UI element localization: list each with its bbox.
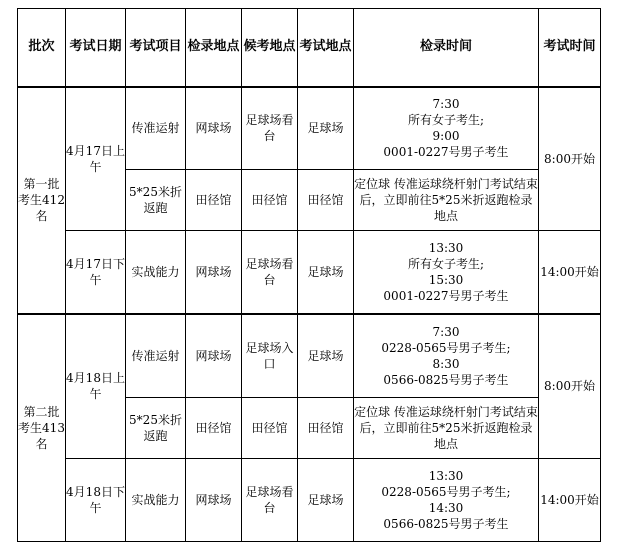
batch1-row3-wait: 足球场看台 [242, 231, 298, 314]
batch1-exam-time-pm: 14:00开始 [539, 231, 601, 314]
time-line: 9:00 [432, 129, 460, 144]
header-exam-place: 考试地点 [298, 9, 354, 87]
batch1-row3-exam: 足球场 [298, 231, 354, 314]
batch2-row1-check: 网球场 [186, 314, 242, 397]
batch2-row2-item: 5*25米折返跑 [126, 397, 186, 458]
batch1-row1-wait: 足球场看台 [242, 87, 298, 170]
time-line: 13:30 [428, 241, 464, 256]
batch1-date-am: 4月17日上午 [66, 87, 126, 231]
time-line: 15:30 [428, 273, 464, 288]
header-row [18, 9, 601, 87]
batch2-row3-check: 网球场 [186, 458, 242, 541]
batch2-row1-item: 传准运射 [126, 314, 186, 397]
batch2-row3-item: 实战能力 [126, 458, 186, 541]
header-batch: 批次 [18, 9, 66, 87]
header-check-place: 检录地点 [186, 9, 242, 87]
table-row [18, 458, 601, 541]
batch1-row2-exam: 田径馆 [298, 170, 354, 231]
header-item: 考试项目 [126, 9, 186, 87]
time-line: 所有女子考生; [407, 257, 485, 272]
batch2-name: 第二批考生413名 [18, 314, 66, 542]
batch2-row1-wait: 足球场入口 [242, 314, 298, 397]
batch1-row2-wait: 田径馆 [242, 170, 298, 231]
batch2-row2-wait: 田径馆 [242, 397, 298, 458]
batch2-row2-exam: 田径馆 [298, 397, 354, 458]
exam-schedule-table [17, 8, 601, 542]
time-line: 0228-0565号男子考生; [381, 340, 511, 355]
time-line: 7:30 [432, 97, 460, 112]
batch1-name: 第一批考生412名 [18, 87, 66, 315]
batch1-row2-times: 定位球 传准运球绕杆射门考试结束后，立即前往5*25米折返跑检录地点 [354, 170, 539, 231]
batch1-row3-check: 网球场 [186, 231, 242, 314]
time-line: 13:30 [428, 468, 464, 483]
batch2-row3-exam: 足球场 [298, 458, 354, 541]
table-row [18, 314, 601, 397]
time-line: 14:30 [428, 500, 464, 515]
batch1-row3-times [354, 231, 539, 314]
time-line: 0566-0825号男子考生 [383, 516, 509, 531]
batch1-row1-exam: 足球场 [298, 87, 354, 170]
time-line: 0228-0565号男子考生; [381, 484, 511, 499]
header-wait-place: 候考地点 [242, 9, 298, 87]
batch2-date-pm: 4月18日下午 [66, 458, 126, 541]
batch2-date-am: 4月18日上午 [66, 314, 126, 458]
time-line: 0566-0825号男子考生 [383, 372, 509, 387]
batch1-exam-time-am: 8:00开始 [539, 87, 601, 231]
batch2-row1-exam: 足球场 [298, 314, 354, 397]
batch1-date-pm: 4月17日下午 [66, 231, 126, 314]
time-line: 0001-0227号男子考生 [383, 145, 509, 160]
batch2-row3-times [354, 458, 539, 541]
header-check-time: 检录时间 [354, 9, 539, 87]
batch1-row2-item: 5*25米折返跑 [126, 170, 186, 231]
batch2-row2-check: 田径馆 [186, 397, 242, 458]
batch1-row1-item: 传准运射 [126, 87, 186, 170]
batch2-row1-times [354, 314, 539, 397]
header-date: 考试日期 [66, 9, 126, 87]
batch2-exam-time-pm: 14:00开始 [539, 458, 601, 541]
batch1-row3-item: 实战能力 [126, 231, 186, 314]
time-line: 7:30 [432, 324, 460, 339]
batch1-row1-times [354, 87, 539, 170]
batch2-row2-times: 定位球 传准运球绕杆射门考试结束后，立即前往5*25米折返跑检录地点 [354, 397, 539, 458]
batch1-row1-check: 网球场 [186, 87, 242, 170]
batch1-row2-check: 田径馆 [186, 170, 242, 231]
time-line: 8:30 [432, 356, 460, 371]
batch2-row3-wait: 足球场看台 [242, 458, 298, 541]
batch2-exam-time-am: 8:00开始 [539, 314, 601, 458]
time-line: 所有女子考生; [407, 113, 485, 128]
table-row [18, 231, 601, 314]
table-row [18, 87, 601, 170]
time-line: 0001-0227号男子考生 [383, 289, 509, 304]
header-exam-time: 考试时间 [539, 9, 601, 87]
